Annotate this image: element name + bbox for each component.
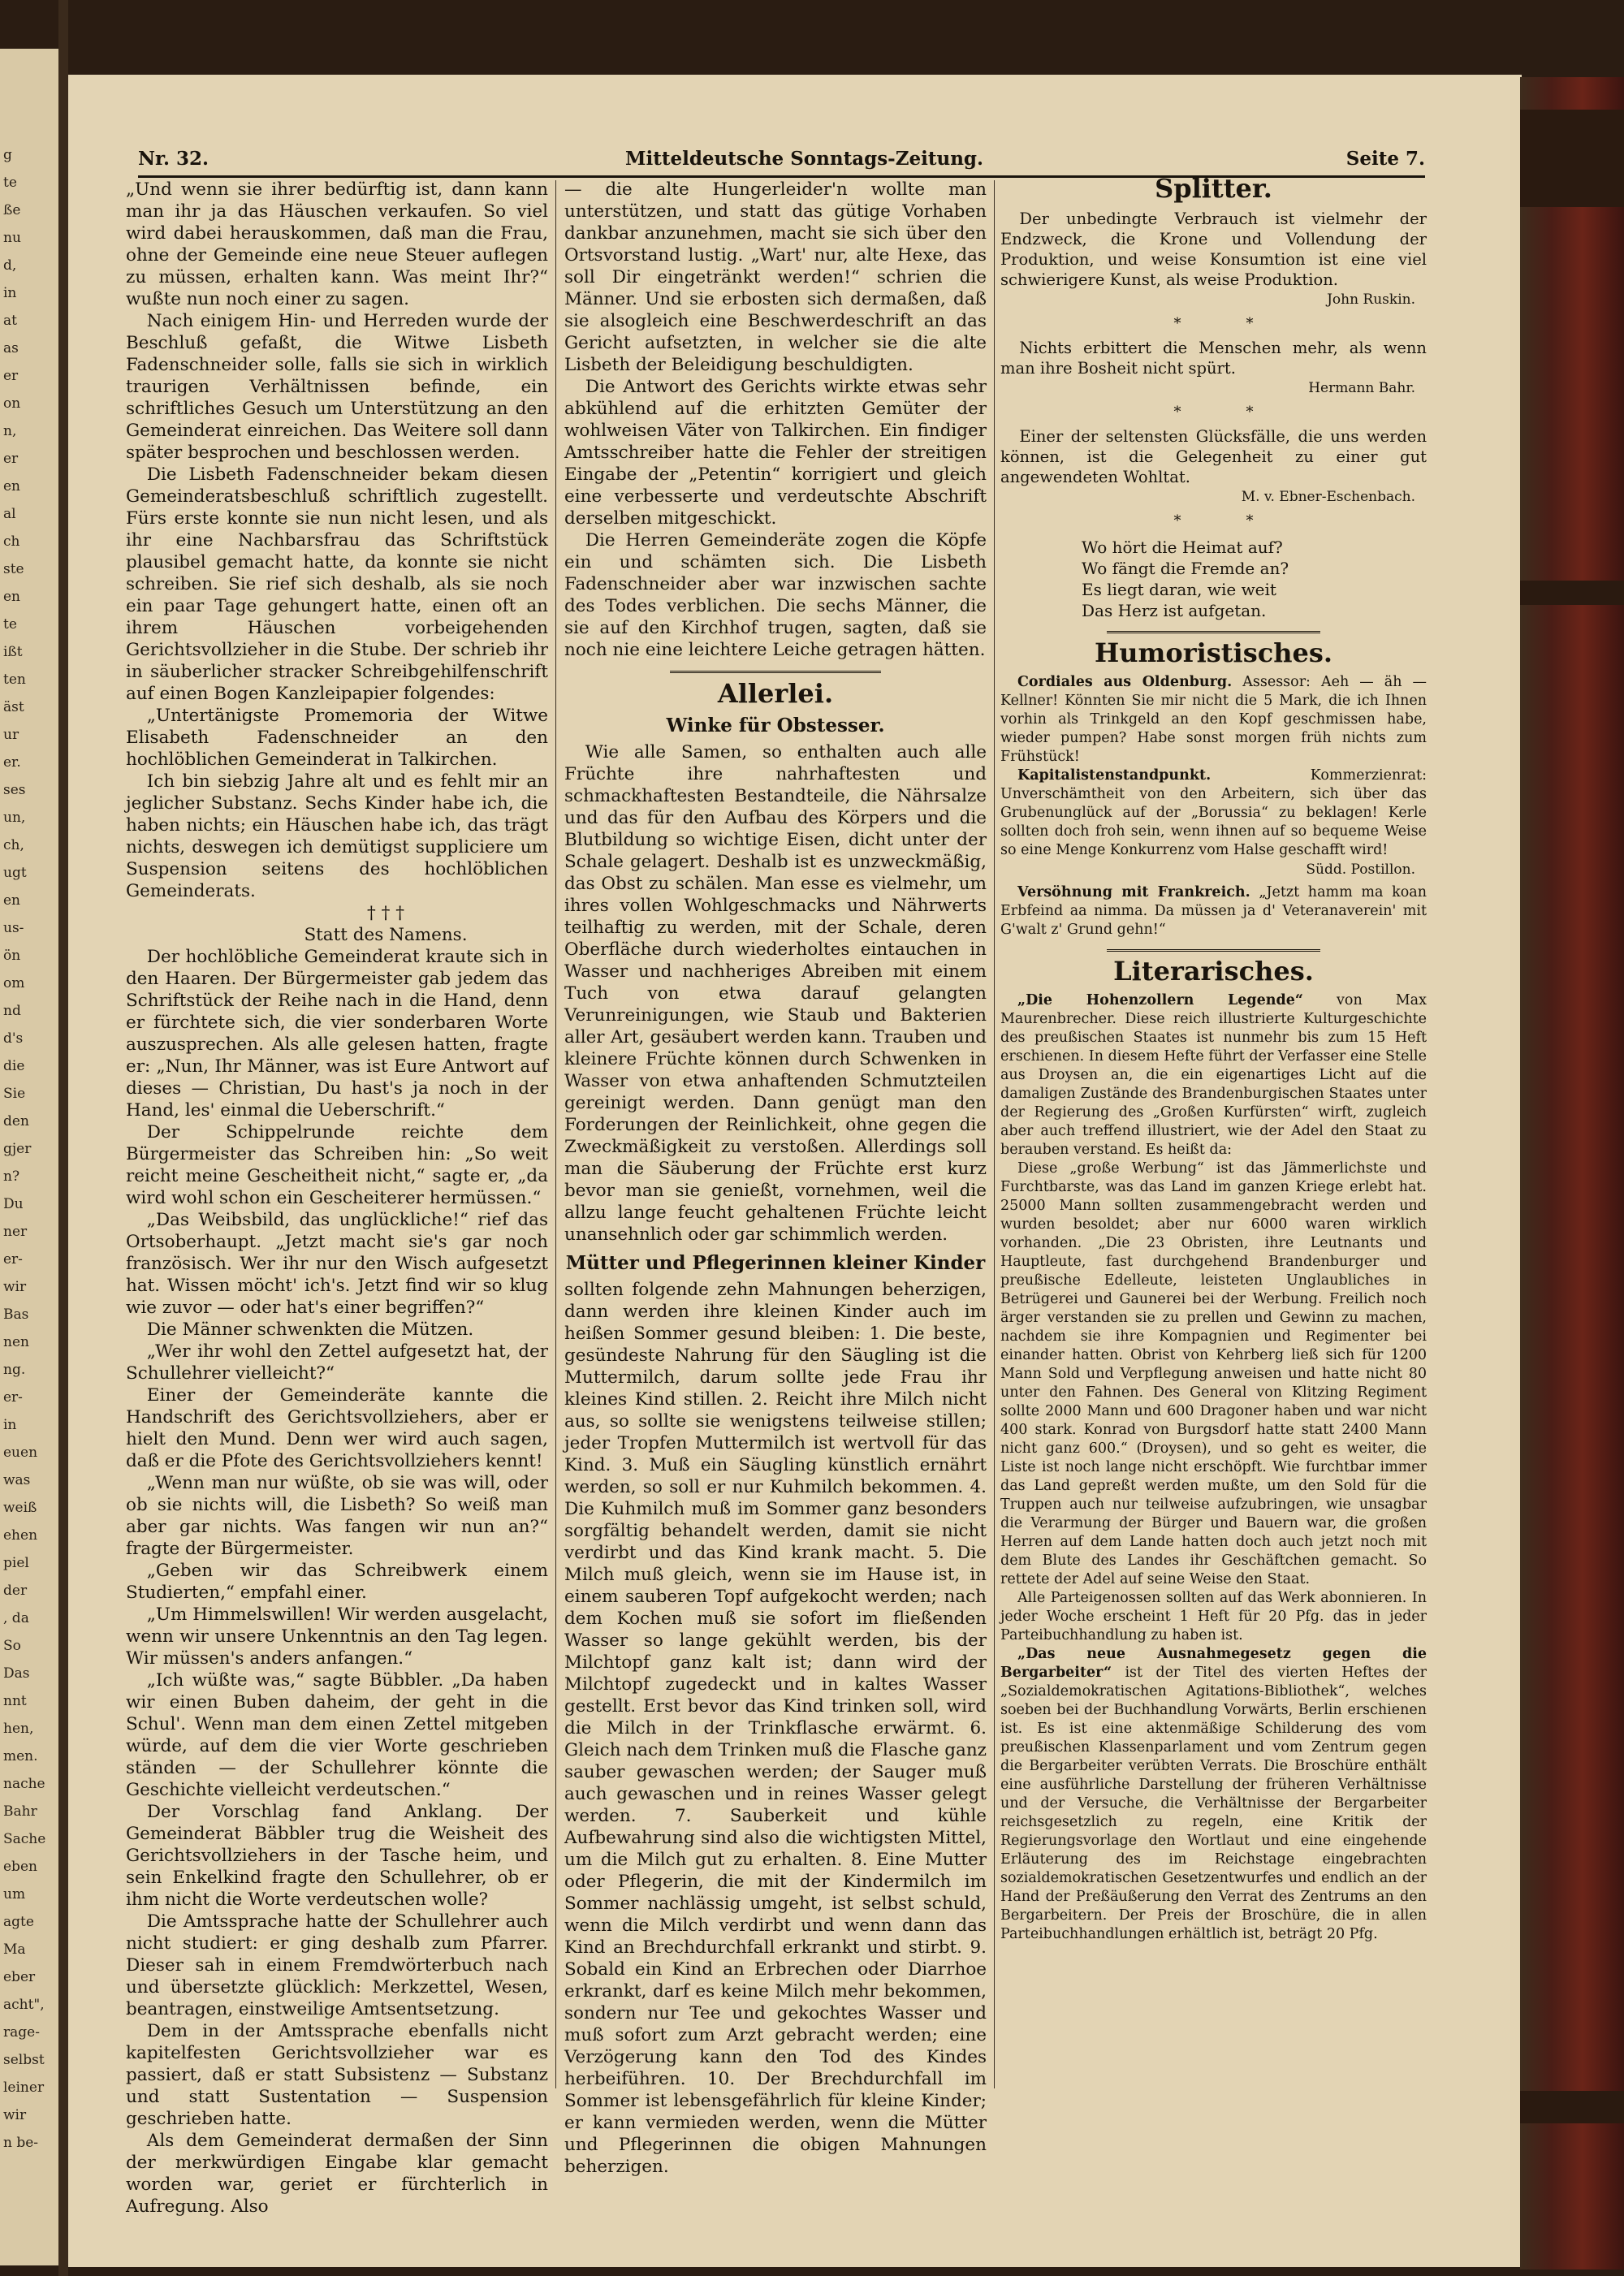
section-title-allerlei: Allerlei.	[717, 678, 834, 709]
prev-page-fragment: er	[3, 451, 19, 467]
prev-page-fragment: n?	[3, 1168, 20, 1185]
poem-line: Wo fängt die Fremde an?	[1082, 559, 1289, 578]
joke-text: Kommerzienrat: Unverschämtheit von den Arbeitern, sich über das Grubenunglück auf der „Borussia“ zu beklagen! Kerle sollten doch froh sein, wenn ihnen auf so bequeme Weise so eine Menge Konkurrenz vom Halse geschafft wird!	[1000, 767, 1427, 858]
joke-source: Südd. Postillon.	[1306, 862, 1415, 878]
paragraph: „Wer ihr wohl den Zettel aufgesetzt hat, der Schullehrer vielleicht?“	[126, 1341, 548, 1384]
prev-page-fragment: ißt	[3, 644, 23, 660]
prev-page-fragment: ße	[3, 202, 21, 218]
joke	[1000, 883, 1427, 939]
prev-page-fragment: men.	[3, 1748, 38, 1764]
prev-page-fragment: wir	[3, 2107, 27, 2123]
review-title: „Die Hohenzollern Legende“	[1017, 992, 1303, 1008]
prev-page-fragment: n,	[3, 423, 17, 439]
prev-page-fragment: Sie	[3, 1086, 26, 1102]
prev-page-fragment: er-	[3, 1389, 23, 1406]
paragraph: „Ich wüßte was,“ sagte Bübbler. „Da haben wir einen Buben daheim, der geht in die Schul'. Wenn man dem einen Zettel mitgeben würde, auf dem die vier Worte geschrieben ständen — der Schullehrer könnte die Geschichte vielleicht verdeutschen.“	[126, 1670, 548, 1800]
paragraph: Ich bin siebzig Jahre alt und es fehlt mir an jeglicher Substanz. Sechs Kinder habe ich, die haben nichts; ein Häuschen habe ich, das trägt nichts, deswegen ich demütigst suppliciere um Suspension seitens des hochlöblichen Gemeinderats.	[126, 771, 548, 901]
article-title-muetter: Mütter und Pflegerinnen kleiner Kinder	[565, 1252, 986, 1274]
prev-page-fragment: piel	[3, 1555, 29, 1571]
aphorism: Nichts erbittert die Menschen mehr, als wenn man ihre Bosheit nicht spürt.	[1000, 339, 1427, 378]
prev-page-fragment: eben	[3, 1859, 37, 1875]
prev-page-fragment: nache	[3, 1776, 45, 1792]
signature: Statt des Namens.	[304, 925, 468, 945]
paragraph: Dem in der Amtssprache ebenfalls nicht kapitelfesten Gerichtsvollzieher war es passiert, daß er statt Subsistenz — Substanz und statt Sustentation — Suspension geschrieben hatte.	[126, 2021, 548, 2129]
separator-stars	[1065, 512, 1427, 530]
aphorism: Der unbedingte Verbrauch ist vielmehr der Endzweck, die Krone und Vollendung der Produktion, und weise Konsumtion ist eine viel schwierigere Kunst, als weise Produktion.	[1000, 209, 1427, 289]
prev-page-fragment: d,	[3, 257, 17, 274]
prev-page-fragment: äst	[3, 699, 24, 715]
prev-page-fragment: g	[3, 147, 12, 163]
prev-page-fragment: en	[3, 478, 21, 495]
prev-page-fragment: weiß	[3, 1500, 37, 1516]
author: M. v. Ebner-Eschenbach.	[1241, 489, 1415, 505]
paragraph: Die Amtssprache hatte der Schullehrer auch nicht studiert: er ging deshalb zum Pfarrer. Dieser sah in einem Fremdwörterbuch nach und übersetzte glücklich: Merkzettel, Wesen, beantragen, einstweilige Amtsentsetzung.	[126, 1911, 548, 2019]
paragraph: „Das Weibsbild, das unglückliche!“ rief das Ortsoberhaupt. „Jetzt macht sie's gar noch französisch. Wer ihr nur den Wisch aufgesetzt hat. Wissen möcht' ich's. Jetzt find wir so klug wie zuvor — oder hat's einer begriffen?“	[126, 1210, 548, 1318]
prev-page-fragment: der	[3, 1583, 28, 1599]
paragraph: Die Antwort des Gerichts wirkte etwas sehr abkühlend auf die erhitzten Gemüter der wohlweisen Väter von Talkirchen. Ein findiger Amtsschreiber hatte die Fehler der streitigen Eingabe der „Petentin“ korrigiert und gleich eine verbesserte und verdeutschte Abschrift derselben mitgeschickt.	[564, 377, 987, 529]
section-divider	[1107, 631, 1320, 633]
prev-page-fragment: Du	[3, 1196, 24, 1212]
star: *	[1246, 315, 1319, 332]
prev-page-fragment: on	[3, 395, 21, 412]
prev-page-fragment: in	[3, 1417, 17, 1433]
prev-page-fragment: die	[3, 1058, 25, 1074]
paragraph: „Und wenn sie ihrer bedürftig ist, dann kann man ihr ja das Häuschen verkaufen. So viel wird dabei herauskommen, daß man die Frau, ohne der Gemeinde eine neue Steuer auflegen zu müssen, erhalten kann. Was meint Ihr?“ wußte nun noch einer zu sagen.	[126, 179, 548, 309]
joke-title: Kapitalistenstandpunkt.	[1017, 767, 1212, 784]
issue-number: Nr. 32.	[138, 148, 209, 170]
paragraph: „Um Himmelswillen! Wir werden ausgelacht, wenn wir unsere Unkenntnis an den Tag legen. Wir müssen's anders anfangen.“	[126, 1604, 548, 1669]
paragraph: — die alte Hungerleider'n wollte man unterstützen, und statt das gütige Vorhaben dankbar anzunehmen, macht sie sich über den Ortsvorstand lustig. „Wart' nur, alte Hexe, das soll Dir eingetränkt werden!“ schrien die Männer. Und sie erbosten sich dermaßen, daß sie alsogleich eine Beschwerdeschrift an das Gericht aufsetzten, in welcher sie die alte Lisbeth der Beleidigung beschuldigten.	[564, 179, 987, 375]
prev-page-fragment: Sache	[3, 1831, 46, 1847]
prev-page-fragment: ön	[3, 948, 21, 964]
prev-page-fragment: ur	[3, 727, 19, 743]
prev-page-fragment: eber	[3, 1969, 36, 1985]
prev-page-fragment: en	[3, 892, 21, 909]
column-right	[1000, 173, 1427, 1944]
paragraph: Der hochlöbliche Gemeinderat kraute sich in den Haaren. Der Bürgermeister gab jedem das Schriftstück der Reihe nach in die Hand, denn er fürchtete sich, die vier sonderbaren Worte auszusprechen. Als alle gelesen hatten, fragte er: „Nun, Ihr Männer, was ist Eure Antwort auf dieses — Christian, Du hast's ja noch in der Hand, les' einmal die Ueberschrift.“	[126, 947, 548, 1121]
prev-page-fragment: ch,	[3, 837, 24, 853]
author: John Ruskin.	[1327, 292, 1415, 308]
prev-page-fragment: us-	[3, 920, 24, 936]
section-title-splitter: Splitter.	[1155, 173, 1272, 204]
joke-title: Versöhnung mit Frankreich.	[1017, 884, 1250, 900]
review	[1000, 991, 1427, 1160]
column-rule	[994, 180, 995, 2088]
prev-page-fragment: er.	[3, 754, 21, 771]
paragraph: Nach einigem Hin- und Herreden wurde der Beschluß gefaßt, die Witwe Lisbeth Fadenschneider solle, falls sie sich in wirklich traurigen Verhältnissen befinde, ein schriftliches Gesuch um Unterstützung an den Gemeinderat einreichen. Das Weitere soll dann später besprochen und beschlossen werden.	[126, 311, 548, 463]
prev-page-fragment: Das	[3, 1665, 30, 1682]
section-divider	[670, 671, 881, 673]
previous-page-edge	[0, 49, 58, 2265]
book-spine	[1520, 77, 1624, 2270]
aphorism: Einer der seltensten Glücksfälle, die uns werden können, ist die Gelegenheit zu einer gut angewendeten Wohltat.	[1000, 427, 1427, 486]
column-rule	[555, 180, 556, 2088]
star: *	[1173, 404, 1246, 421]
prev-page-fragment: ner	[3, 1224, 28, 1240]
prev-page-fragment: n be-	[3, 2135, 39, 2151]
quotation: Diese „große Werbung“ ist das Jämmerlichste und Furchtbarste, was das Land im ganzen Kriege erlebt hat. 25000 Mann sollten zusammengebracht werden und wurden besoldet; aber nur 6000 waren wirklich vorhanden. „Die 23 Obristen, ihre Leutnants und Hauptleute, fast durchgehend Brandenburger und preußische Edelleute, leisteten Unglaubliches in Betrügerei und Gaunerei bei der Werbung. Freilich noch ärger verstanden sie zu prellen und Gewinn zu machen, nachdem sie ihre Kompagnien und Regimenter bei einander hatten. Obrist von Kehrberg ließ sich für 1200 Mann Sold und Verpflegung anweisen und hatte nicht 80 unter den Fahnen. Des General von Klitzing Regiment sollte 2000 Mann und 600 Dragoner haben und war nicht 400 stark. Konrad von Burgsdorf hatte statt 2400 Mann nicht ganz 600.“ (Droysen), und so geht es weiter, die Liste ist noch lange nicht erschöpft. Wie furchtbar immer das Land gepreßt werden mußte, um den Sold für die Truppen auch nur teilweise aufzubringen, wie unsagbar die Verarmung der Bürger und Bauern war, die großen Herren auf dem Lande hatten doch auch jetzt noch mit dem Blute des Landes ihr Geschäftchen gemacht. So rettete der Adel auf seine Weise den Staat.	[1000, 1160, 1427, 1587]
paragraph: Die Lisbeth Fadenschneider bekam diesen Gemeinderatsbeschluß schriftlich zugestellt. Fürs erste konnte sie nun nicht lesen, und als ihr eine Nachbarsfrau das Schriftstück plausibel gemacht hatte, da konnte sie nicht schreiben. Sie rief sich deshalb, als sie noch ein paar Tage gehungert hatte, einen oft an ihrem Häuschen vorbeigehenden Gerichtsvollzieher in die Stube. Der schrieb ihr in säuberlicher stracker Schreibgehilfenschrift auf einen Bogen Kanzleipapier folgendes:	[126, 464, 548, 704]
author: Hermann Bahr.	[1308, 380, 1415, 396]
section-divider	[1107, 949, 1320, 952]
prev-page-fragment: nnt	[3, 1693, 27, 1709]
prev-page-fragment: den	[3, 1113, 29, 1129]
prev-page-fragment: as	[3, 340, 19, 356]
paragraph: Der Vorschlag fand Anklang. Der Gemeinderat Bäbbler trug die Weisheit des Gerichtsvollziehers in der Tasche heim, und sein Enkelkind fragte den Schullehrer, ob er ihm nicht die Worte verdeutschen wolle?	[126, 1802, 548, 1910]
poem-line: Wo hört die Heimat auf?	[1082, 538, 1283, 557]
prev-page-fragment: ses	[3, 782, 26, 798]
paragraph: Als dem Gemeinderat dermaßen der Sinn der merkwürdigen Eingabe klar gemacht worden war, geriet er fürchterlich in Aufregung. Also	[126, 2131, 548, 2217]
prev-page-fragment: te	[3, 175, 17, 191]
star: *	[1246, 404, 1319, 421]
star: *	[1173, 512, 1246, 529]
paragraph: „Geben wir das Schreibwerk einem Studierten,“ empfahl einer.	[126, 1561, 548, 1603]
prev-page-fragment: nd	[3, 1003, 21, 1019]
joke	[1000, 673, 1427, 767]
prev-page-fragment: nu	[3, 230, 21, 246]
review	[1000, 1645, 1427, 1944]
section-title-humor: Humoristisches.	[1095, 637, 1332, 668]
prev-page-fragment: acht",	[3, 1997, 45, 2013]
prev-page-fragment: Bahr	[3, 1803, 37, 1820]
paragraph: „Wenn man nur wüßte, ob sie was will, oder ob sie nichts will, die Lisbeth? So weiß man aber gar nichts. Was fangen wir nun an?“ fragte der Bürgermeister.	[126, 1473, 548, 1559]
separator-stars	[1065, 404, 1427, 421]
prev-page-fragment: at	[3, 313, 17, 329]
column-story	[126, 179, 548, 2218]
column-middle	[564, 179, 987, 2178]
separator-stars	[1065, 315, 1427, 333]
prev-page-fragment: ng.	[3, 1362, 26, 1378]
prev-page-fragment: er-	[3, 1251, 23, 1268]
paragraph: sollten folgende zehn Mahnungen beherzigen, dann werden ihre kleinen Kinder auch im heißen Sommer gesund bleiben: 1. Die beste, gesündeste Nahrung für den Säugling ist die Muttermilch, darum sollte jede Frau ihr kleines Kind stillen. 2. Reicht ihre Milch nicht aus, so sollte sie wenigstens teilweise stillen; jeder Tropfen Muttermilch ist wertvoll für das Kind. 3. Muß ein Säugling künstlich ernährt werden, so soll er nur Kuhmilch bekommen. 4. Die Kuhmilch muß im Sommer ganz besonders sorgfältig behandelt werden, damit sie nicht verdirbt und das Kind krank macht. 5. Die Milch muß gleich, wenn sie im Hause ist, in einem sauberen Topf aufgekocht werden; nach dem Kochen muß sie sofort im fließenden Wasser so lange gekühlt werden, bis der Milchtopf ganz kalt ist; dann wird der Milchtopf zugedeckt und in kaltes Wasser gestellt. Erst bevor das Kind trinken soll, wird die Milch in der Trinkflasche erwärmt. 6. Gleich nach dem Trinken muß die Flasche ganz sauber gewaschen werden; der Sauger muß auch gewaschen und in reines Wasser gelegt werden. 7. Sauberkeit und kühle Aufbewahrung sind also die wichtigsten Mittel, um die Milch gut zu erhalten. 8. Eine Mutter oder Pflegerin, die mit der Kindermilch im Sommer nachlässig umgeht, ist selbst schuld, wenn die Milch verdirbt und wenn dann das Kind an Brechdurchfall erkrankt und stirbt. 9. Sobald ein Kind an Erbrechen oder Diarrhoe erkrankt, darf es keine Milch mehr bekommen, sondern nur Tee und gekochtes Wasser und muß sofort zum Arzt gebracht werden; eine Verzögerung kann den Tod des Kindes herbeiführen. 10. Der Brechdurchfall im Sommer ist lebensgefährlich für kleine Kinder; er kann vermieden werden, wenn die Mütter und Pflegerinnen die obigen Mahnungen beherzigen.	[564, 1280, 987, 2177]
prev-page-fragment: wir	[3, 1279, 27, 1295]
poem-line: Es liegt daran, wie weit	[1082, 580, 1276, 599]
joke-title: Cordiales aus Oldenburg.	[1017, 674, 1233, 690]
review-text: ist der Titel des vierten Heftes der „Sozialdemokratischen Agitations-Bibliothek“, welches soeben bei der Buchhandlung Vorwärts, Berlin erschienen ist. Es ist eine aktenmäßige Schilderung des vom preußischen Klassenparlament und vom Zentrum gegen die Bergarbeiter verübten Verrats. Die Broschüre enthält eine ausführliche Darstellung der früheren Verhältnisse und der Versuche, die Verhältnisse der Bergarbeiter reichsgesetzlich zu regeln, eine Kritik der Regierungsvorlage den Wortlaut und eine eingehende Erläuterung des im Reichstage eingebrachten sozialdemokratischen Gesetzentwurfes und endlich an der Hand der Preßäußerung den Verrat des Zentrums an den Bergarbeitern. Der Preis der Broschüre, die in allen Parteibuchhandlungen erhältlich ist, beträgt 20 Pfg.	[1000, 1665, 1427, 1942]
prev-page-fragment: ehen	[3, 1527, 38, 1544]
prev-page-fragment: , da	[3, 1610, 29, 1626]
crosses: † † †	[367, 903, 404, 923]
prev-page-fragment: gjer	[3, 1141, 32, 1157]
prev-page-fragment: ten	[3, 672, 26, 688]
prev-page-fragment: en	[3, 589, 21, 605]
prev-page-fragment: d's	[3, 1030, 24, 1047]
paragraph: Einer der Gemeinderäte kannte die Handschrift des Gerichtsvollziehers, aber er hielt den Mund. Denn wer wird auch sagen, daß er die Pfote des Gerichtsvollziehers kennt!	[126, 1385, 548, 1471]
book-gutter	[58, 0, 68, 2276]
article-title-obstesser: Winke für Obstesser.	[666, 715, 885, 736]
prev-page-fragment: ste	[3, 561, 24, 577]
prev-page-fragment: om	[3, 975, 25, 991]
paragraph: Die Herren Gemeinderäte zogen die Köpfe ein und schämten sich. Die Lisbeth Fadenschneider aber war inzwischen sachte des Todes verblichen. Die sechs Männer, die sie auf den Kirchhof trugen, sagten, daß sie noch nie eine leichtere Leiche getragen hätten.	[564, 530, 987, 660]
paragraph: Die Männer schwenkten die Mützen.	[146, 1319, 474, 1340]
review-text: von Max Maurenbrecher. Diese reich illustrierte Kulturgeschichte des preußischen Staates ist nunmehr bis zum 15 Heft erschienen. In diesem Hefte führt der Verfasser eine Stelle aus Droysen an, die ein eigenartiges Licht auf die damaligen Zustände des Brandenburgischen Staates unter der Regierung des „Großen Kurfürsten“ wirft, zugleich aber auch treffend illustriert, wie der Adel den Staat zu berauben verstand. Es heißt da:	[1000, 992, 1427, 1158]
paragraph: Alle Parteigenossen sollten auf das Werk abonnieren. In jeder Woche erscheint 1 Heft für 20 Pfg. das in jeder Parteibuchhandlung zu haben ist.	[1000, 1590, 1427, 1643]
joke-text: Assessor: Aeh — äh — Kellner! Könnten Sie mir nicht die 5 Mark, die ich Ihnen vorhin als Trinkgeld an den Kopf geschmissen habe, wieder pumpen? Habe sonst morgen früh nichts zum Frühstück!	[1000, 674, 1427, 765]
prev-page-fragment: un,	[3, 810, 26, 826]
paragraph: Wie alle Samen, so enthalten auch alle Früchte ihre nahrhaftesten und schmackhaftesten Bestandteile, die Nährsalze und das für den Aufbau des Körpers und die Blutbildung so wichtige Eisen, dicht unter der Schale gelagert. Deshalb ist es unzweckmäßig, das Obst zu schälen. Man esse es vielmehr, um ihres vollen Wohlgeschmacks und Nährwerts teilhaftig zu werden, mit der Schale, deren Oberfläche durch wiederholtes eintauchen in Wasser und nachheriges Abreiben mit einem Tuch von etwa darauf gelangten Verunreinigungen, wie Staub und Bakterien aller Art, gesäubert werden kann. Trauben und kleinere Früchte können durch Schwenken in Wasser von etwa anhaftenden Schmutzteilen gereinigt werden. Dann genügt man den Forderungen der Reinlichkeit, ohne gegen die Zweckmäßigkeit zu verstoßen. Allerdings soll man die Säuberung der Früchte erst kurz bevor man sie genießt, vornehmen, weil die allzu lange feucht gehaltenen Früchte leicht unansehnlich oder gar schimmlich werden.	[564, 742, 987, 1245]
prev-page-fragment: Bas	[3, 1306, 29, 1323]
prev-page-fragment: leiner	[3, 2079, 45, 2096]
prev-page-fragment: al	[3, 506, 16, 522]
prev-page-fragment: was	[3, 1472, 31, 1488]
prev-page-fragment: hen,	[3, 1721, 34, 1737]
prev-page-fragment: er	[3, 368, 19, 384]
prev-page-fragment: agte	[3, 1914, 34, 1930]
prev-page-fragment: rage-	[3, 2024, 40, 2041]
section-title-literarisches: Literarisches.	[1113, 956, 1314, 987]
newspaper-title: Mitteldeutsche Sonntags-Zeitung.	[625, 148, 984, 170]
star: *	[1173, 315, 1246, 332]
prev-page-fragment: um	[3, 1886, 26, 1902]
prev-page-fragment: in	[3, 285, 17, 301]
joke	[1000, 767, 1427, 860]
page-number: Seite 7.	[1345, 148, 1425, 170]
prev-page-fragment: te	[3, 616, 17, 633]
prev-page-fragment: ugt	[3, 865, 27, 881]
prev-page-fragment: selbst	[3, 2052, 45, 2068]
prev-page-fragment: euen	[3, 1445, 38, 1461]
paragraph: Der Schippelrunde reichte dem Bürgermeister das Schreiben hin: „So weit reicht meine Gescheitheit nicht,“ sagte er, „da wird wohl schon ein Gescheiterer hermüssen.“	[126, 1122, 548, 1208]
prev-page-fragment: So	[3, 1638, 21, 1654]
prev-page-fragment: nen	[3, 1334, 29, 1350]
prev-page-fragment: Ma	[3, 1941, 26, 1958]
poem-line: Das Herz ist aufgetan.	[1082, 601, 1267, 620]
review-title: „Das neue Ausnahmegesetz gegen die Bergarbeiter“	[1000, 1646, 1427, 1681]
paragraph: „Untertänigste Promemoria der Witwe Elisabeth Fadenschneider an den hochlöblichen Gemeinderat in Talkirchen.	[126, 706, 548, 770]
prev-page-fragment: ch	[3, 533, 20, 550]
joke-text: „Jetzt hamm ma koan Erbfeind aa nimma. Da müssen ja d' Veteranaverein' mit G'walt z' Grund gehn!“	[1000, 884, 1427, 938]
poem	[1000, 537, 1427, 621]
star: *	[1246, 512, 1319, 529]
